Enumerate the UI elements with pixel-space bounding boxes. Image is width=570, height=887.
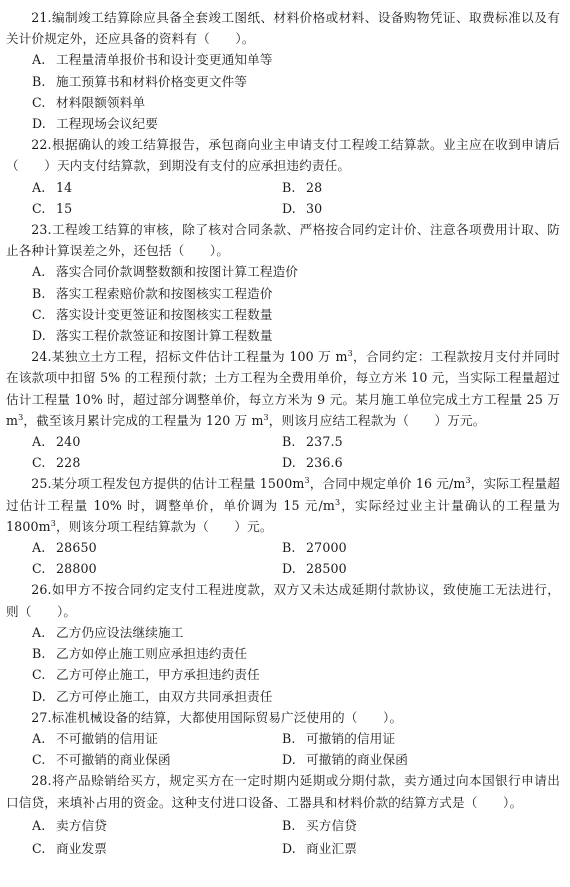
option-row	[32, 838, 560, 859]
option-letter: A.	[32, 730, 46, 746]
superscript: 3	[263, 412, 269, 422]
option-text: 14	[56, 179, 73, 195]
option-letter: B.	[32, 285, 46, 301]
question-number: 28.	[31, 773, 52, 789]
option-d[interactable]	[282, 452, 532, 473]
option-text: 不可撤销的商业保函	[56, 752, 171, 768]
option-text: 落实工程价款签证和按图计算工程数量	[56, 328, 273, 344]
option-text: 可撤销的信用证	[306, 730, 396, 746]
option-text: 乙方可停止施工，由双方共同承担责任	[56, 688, 273, 704]
option-letter: D.	[282, 455, 296, 471]
option-letter: D.	[32, 116, 46, 132]
option-c[interactable]	[32, 304, 560, 325]
option-text: 商业发票	[56, 840, 107, 856]
option-c[interactable]	[32, 664, 560, 685]
question-stem	[6, 707, 560, 728]
question-text: 某独立土方工程，招标文件估计工程量为 100 万 m	[51, 349, 348, 365]
question-text: 工程竣工结算的审核，除了核对合同条款、严格按合同约定计价、注意各项费用计取、防止各种计算误差之外，还包括（ ）。	[6, 222, 560, 259]
option-text: 落实工程索赔价款和按图核实工程造价	[56, 285, 273, 301]
option-text: 28800	[56, 561, 97, 577]
option-letter: A.	[32, 540, 46, 556]
option-b[interactable]	[282, 815, 532, 836]
question-text: ，截至该月累计完成的工程量为 120 万 m	[23, 412, 264, 428]
option-text: 不可撤销的信用证	[56, 730, 158, 746]
option-text: 乙方可停止施工，甲方承担违约责任	[56, 667, 260, 683]
question-number: 27.	[31, 709, 52, 725]
option-text: 可撤销的商业保函	[306, 752, 408, 768]
option-row	[32, 431, 560, 452]
option-letter: B.	[282, 540, 296, 556]
option-text: 商业汇票	[306, 840, 357, 856]
option-text: 工程量清单报价书和设计变更通知单等	[56, 52, 273, 68]
option-letter: A.	[32, 179, 46, 195]
question-stem	[6, 219, 560, 261]
option-text: 卖方信贷	[56, 817, 107, 833]
option-row	[32, 728, 560, 749]
option-text: 28500	[306, 561, 347, 577]
question-24	[6, 346, 560, 473]
superscript: 3	[465, 476, 471, 486]
question-number: 22.	[31, 137, 52, 153]
option-b[interactable]	[32, 283, 560, 304]
option-text: 28	[306, 179, 323, 195]
option-a[interactable]	[32, 815, 282, 836]
superscript: 3	[18, 412, 24, 422]
option-letter: A.	[32, 52, 46, 68]
question-25	[6, 473, 560, 579]
option-letter: B.	[282, 817, 296, 833]
option-text: 买方信贷	[306, 817, 357, 833]
option-row	[32, 537, 560, 558]
option-b[interactable]	[282, 431, 532, 452]
option-row	[32, 815, 560, 836]
question-21	[6, 7, 560, 134]
option-d[interactable]	[282, 838, 532, 859]
option-c[interactable]	[32, 558, 282, 579]
option-text: 28650	[56, 540, 97, 556]
question-stem	[6, 7, 560, 49]
option-letter: C.	[32, 667, 46, 683]
option-text: 15	[56, 200, 73, 216]
question-number: 24.	[31, 349, 52, 365]
question-text: ，合同中规定单价 16 元/m	[309, 476, 466, 492]
option-text: 30	[306, 200, 323, 216]
option-letter: A.	[32, 624, 46, 640]
option-letter: C.	[32, 840, 46, 856]
superscript: 3	[347, 349, 353, 359]
option-letter: C.	[32, 561, 46, 577]
question-26	[6, 579, 560, 706]
option-text: 材料限额领料单	[56, 94, 146, 110]
option-letter: B.	[32, 646, 46, 662]
option-text: 236.6	[306, 455, 343, 471]
option-a[interactable]	[32, 431, 282, 452]
option-a[interactable]	[32, 728, 282, 749]
option-text: 27000	[306, 540, 347, 556]
option-text: 乙方仍应设法继续施工	[56, 624, 184, 640]
option-letter: D.	[282, 561, 296, 577]
option-text: 工程现场会议纪要	[56, 116, 158, 132]
option-row	[32, 558, 560, 579]
question-28	[6, 770, 560, 859]
option-letter: D.	[32, 688, 46, 704]
option-text: 落实设计变更签证和按图核实工程数量	[56, 306, 273, 322]
option-letter: A.	[32, 817, 46, 833]
option-row	[32, 198, 560, 219]
option-text: 228	[56, 455, 81, 471]
question-text: ，则该分项工程结算款为（ ）元。	[56, 518, 273, 534]
question-text: 如甲方不按合同约定支付工程进度款，双方又未达成延期付款协议，致使施工无法进行，则（ ）。	[6, 582, 560, 619]
option-d[interactable]	[282, 749, 532, 770]
option-row	[32, 452, 560, 473]
option-letter: C.	[32, 94, 46, 110]
option-letter: B.	[32, 73, 46, 89]
option-letter: D.	[282, 200, 296, 216]
option-letter: D.	[32, 328, 46, 344]
option-c[interactable]	[32, 198, 282, 219]
option-c[interactable]	[32, 452, 282, 473]
option-d[interactable]	[32, 686, 560, 707]
option-row	[32, 749, 560, 770]
option-letter: C.	[32, 455, 46, 471]
option-letter: A.	[32, 264, 46, 280]
option-row	[32, 177, 560, 198]
question-text: ，实际工程量超过估计工程量 10% 时，调整单价，单价调为 15 元/m	[6, 476, 560, 513]
question-stem	[6, 134, 560, 176]
option-text: 237.5	[306, 434, 343, 450]
option-letter: C.	[32, 752, 46, 768]
option-b[interactable]	[32, 71, 560, 92]
option-d[interactable]	[32, 113, 560, 134]
option-letter: C.	[32, 200, 46, 216]
option-a[interactable]	[32, 49, 560, 70]
question-text: ，则该月应结工程款为（ ）万元。	[268, 412, 486, 428]
option-d[interactable]	[282, 558, 532, 579]
option-text: 落实合同价款调整数额和按图计算工程造价	[56, 264, 299, 280]
question-22	[6, 134, 560, 219]
option-letter: D.	[282, 752, 296, 768]
question-text: 标准机械设备的结算，大都使用国际贸易广泛使用的（ ）。	[51, 709, 403, 725]
option-c[interactable]	[32, 838, 282, 859]
option-letter: A.	[32, 434, 46, 450]
question-number: 25.	[31, 476, 52, 492]
question-text: ，合同约定：工程款按月支付并同时在该款项中扣留 5% 的工程预付款；土方工程为全费用单价，每立方米 10 元，当实际工程量超过估计工程量 10% 时，超过部分调整单价，每立方米为 9 元。某月施工单位完成土方工程量 25 万 m	[6, 349, 560, 428]
question-text: 编制竣工结算除应具备全套竣工图纸、材料价格或材料、设备购物凭证、取费标准以及有关计价规定外，还应具备的资料有（ ）。	[6, 10, 560, 47]
option-text: 施工预算书和材料价格变更文件等	[56, 73, 248, 89]
option-b[interactable]	[282, 728, 532, 749]
question-23	[6, 219, 560, 346]
question-text: 将产品赊销给买方，规定买方在一定时期内延期或分期付款，卖方通过向本国银行申请出口信贷，来填补占用的资金。这种支付进口设备、工器具和材料价款的结算方式是（ ）。	[6, 773, 560, 810]
question-text: 根据确认的竣工结算报告，承包商向业主申请支付工程竣工结算款。业主应在收到申请后（ ）天内支付结算款，到期没有支付的应承担违约责任。	[6, 137, 560, 174]
option-a[interactable]	[32, 622, 560, 643]
option-letter: C.	[32, 306, 46, 322]
option-letter: B.	[282, 434, 296, 450]
option-a[interactable]	[32, 261, 560, 282]
question-stem	[6, 579, 560, 621]
option-b[interactable]	[32, 643, 560, 664]
superscript: 3	[50, 518, 56, 528]
option-text: 240	[56, 434, 81, 450]
question-stem	[6, 770, 560, 812]
option-d[interactable]	[282, 198, 532, 219]
option-d[interactable]	[32, 325, 560, 346]
option-letter: B.	[282, 730, 296, 746]
option-b[interactable]	[282, 177, 532, 198]
option-a[interactable]	[32, 177, 282, 198]
superscript: 3	[335, 497, 341, 507]
question-number: 26.	[31, 582, 52, 598]
question-27	[6, 707, 560, 771]
superscript: 3	[304, 476, 310, 486]
question-number: 23.	[31, 222, 52, 238]
question-number: 21.	[31, 10, 52, 25]
question-text: ，实际经过业主计量确认的工程量为 1800m	[6, 497, 560, 534]
option-letter: D.	[282, 840, 296, 856]
question-text: 某分项工程发包方提供的估计工程量 1500m	[51, 476, 305, 492]
option-c[interactable]	[32, 92, 560, 113]
option-a[interactable]	[32, 537, 282, 558]
question-stem	[6, 473, 560, 537]
option-letter: B.	[282, 179, 296, 195]
option-text: 乙方如停止施工则应承担违约责任	[56, 646, 248, 662]
option-b[interactable]	[282, 537, 532, 558]
question-stem	[6, 346, 560, 431]
option-c[interactable]	[32, 749, 282, 770]
